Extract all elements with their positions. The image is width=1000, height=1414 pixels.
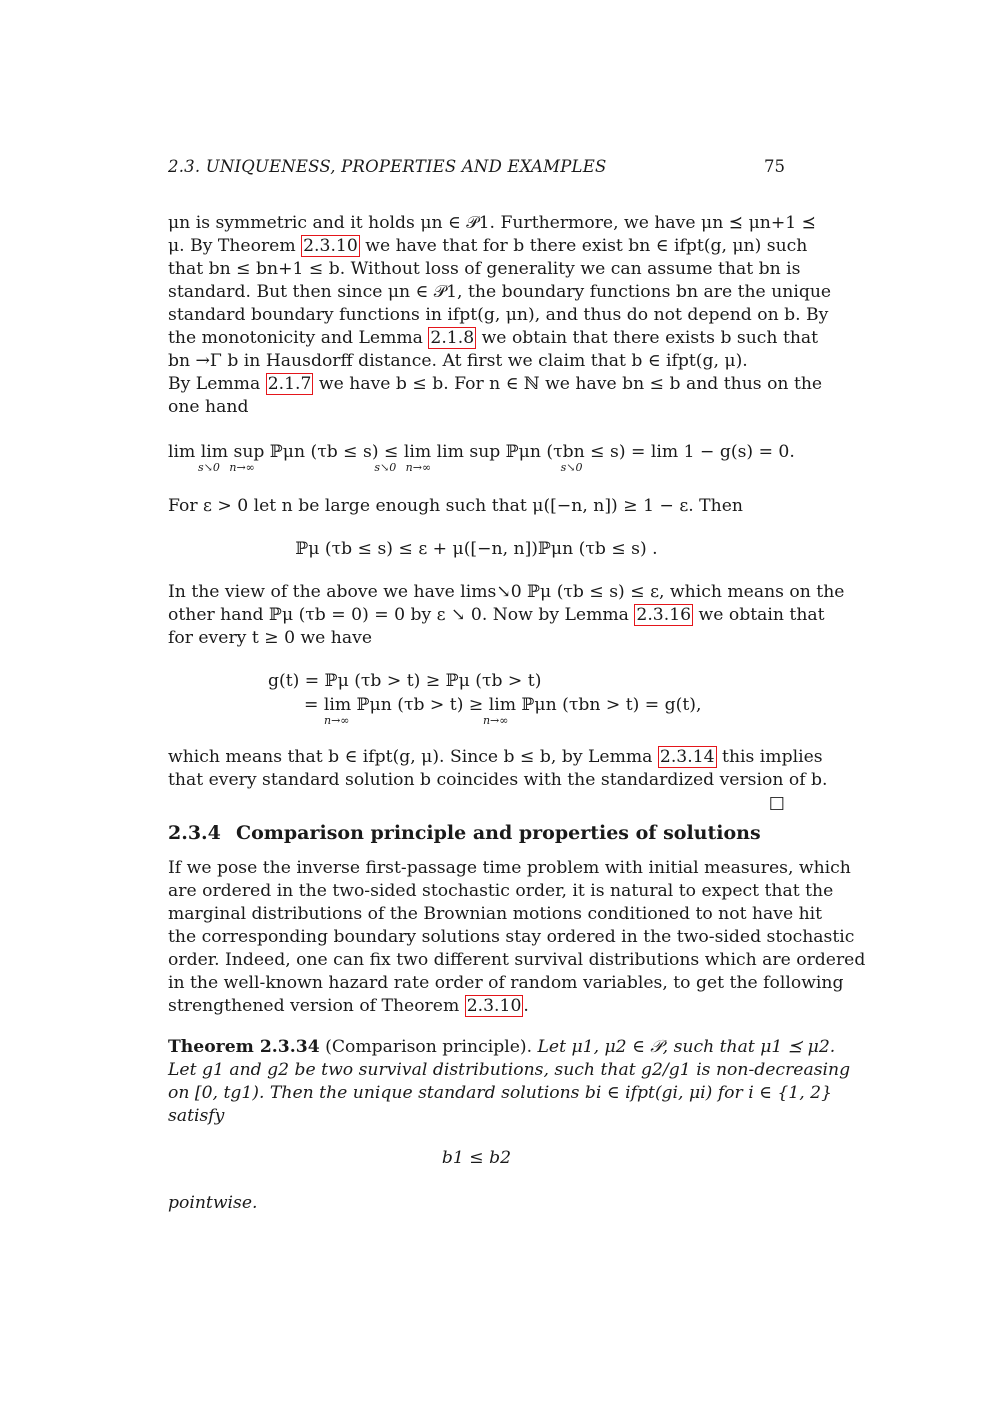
lemma-reference-link[interactable]: 2.1.7: [267, 374, 312, 394]
running-header: [168, 157, 785, 181]
text-line: that every standard solution b coincides with the standardized version of b. □: [168, 770, 828, 813]
paragraph-4: [168, 746, 828, 815]
text-line: on [0, tg1). Then the unique standard solutions bi ∈ ifpt(gi, μi) for i ∈ {1, 2}: [168, 1083, 833, 1103]
equation-limits: s↘0 n→∞ s↘0 n→∞ s↘0: [198, 461, 583, 474]
text-line: in the well-known hazard rate order of random variables, to get the following: [168, 973, 844, 993]
theorem-tail: [168, 1192, 785, 1215]
text-line: standard. But then since μn ∈ 𝒫1, the boundary functions bn are the unique: [168, 282, 832, 302]
text-line: are ordered in the two-sided stochastic order, it is natural to expect that the: [168, 881, 834, 901]
text-line: the monotonicity and Lemma 2.1.8 we obtain that there exists b such that: [168, 328, 819, 348]
text-line: Theorem 2.3.34 (Comparison principle). Let μ1, μ2 ∈ 𝒫, such that μ1 ⪯ μ2.: [168, 1037, 836, 1057]
qed-symbol: □: [768, 793, 785, 813]
display-equation-2: [168, 539, 785, 559]
lemma-reference-link[interactable]: 2.3.16: [636, 605, 692, 625]
display-equation-1: [168, 442, 795, 474]
theorem-name: (Comparison principle).: [325, 1037, 533, 1057]
text-line: one hand: [168, 397, 249, 417]
text-line: By Lemma 2.1.7 we have b ≤ b. For n ∈ ℕ we have bn ≤ b and thus on the: [168, 374, 823, 394]
equation-text: lim lim sup ℙμn (τb ≤ s) ≤ lim lim sup ℙμn (τbn ≤ s) = lim 1 − g(s) = 0.: [168, 442, 795, 462]
section-title: Comparison principle and properties of solutions: [236, 822, 761, 844]
page-number: 75: [764, 157, 785, 176]
text-line: pointwise.: [168, 1193, 258, 1213]
paragraph-5: [168, 857, 866, 1018]
text-line: μn is symmetric and it holds μn ∈ 𝒫1. Furthermore, we have μn ⪯ μn+1 ⪯: [168, 213, 817, 233]
text-line: bn →Γ b in Hausdorff distance. At first we claim that b ∈ ifpt(g, μ).: [168, 351, 748, 371]
theorem-block: [168, 1036, 851, 1128]
equation-line: g(t) = ℙμ (τb > t) ≥ ℙμ (τb > t): [268, 671, 542, 691]
theorem-label: Theorem 2.3.34: [168, 1037, 320, 1057]
text-line: If we pose the inverse first-passage time problem with initial measures, which: [168, 858, 851, 878]
theorem-reference-link[interactable]: 2.3.10: [466, 996, 522, 1016]
text-line: other hand ℙμ (τb = 0) = 0 by ε ↘ 0. Now by Lemma 2.3.16 we obtain that: [168, 605, 825, 625]
equation-limits: n→∞ n→∞: [324, 714, 509, 727]
text-line: In the view of the above we have lims↘0 ℙμ (τb ≤ s) ≤ ε, which means on the: [168, 582, 845, 602]
text-line: marginal distributions of the Brownian motions conditioned to not have hit: [168, 904, 823, 924]
text-line: the corresponding boundary solutions stay ordered in the two-sided stochastic: [168, 927, 855, 947]
paragraph-2: [168, 495, 785, 518]
text-line: that bn ≤ bn+1 ≤ b. Without loss of generality we can assume that bn is: [168, 259, 801, 279]
equation-text: ℙμ (τb ≤ s) ≤ ε + μ([−n, n])ℙμn (τb ≤ s) .: [295, 539, 658, 559]
lemma-reference-link[interactable]: 2.1.8: [430, 328, 475, 348]
text-line: for every t ≥ 0 we have: [168, 628, 373, 648]
lemma-reference-link[interactable]: 2.3.14: [659, 747, 715, 767]
equation-text: b1 ≤ b2: [441, 1148, 512, 1168]
equation-line: = lim ℙμn (τb > t) ≥ lim ℙμn (τbn > t) = g(t),: [304, 695, 702, 715]
text-line: which means that b ∈ ifpt(g, μ). Since b ≤ b, by Lemma 2.3.14 this implies: [168, 747, 823, 767]
text-line: Let g1 and g2 be two survival distributions, such that g2/g1 is non-decreasing: [168, 1060, 851, 1080]
section-number: 2.3.4: [168, 822, 221, 844]
paragraph-3: [168, 581, 845, 650]
text-line: strengthened version of Theorem 2.3.10 .: [168, 996, 529, 1016]
running-title: 2.3. UNIQUENESS, PROPERTIES AND EXAMPLES: [168, 157, 607, 176]
text-line: order. Indeed, one can fix two different survival distributions which are ordered: [168, 950, 866, 970]
text-line: μ. By Theorem 2.3.10 we have that for b there exist bn ∈ ifpt(g, μn) such: [168, 236, 808, 256]
text-line: satisfy: [168, 1106, 225, 1126]
theorem-reference-link[interactable]: 2.3.10: [303, 236, 358, 256]
display-equation-3: [268, 671, 785, 727]
theorem-equation: [168, 1148, 785, 1168]
section-heading: [168, 822, 785, 844]
text-line: For ε > 0 let n be large enough such that μ([−n, n]) ≥ 1 − ε. Then: [168, 496, 743, 516]
paragraph-1: [168, 212, 832, 419]
text-line: standard boundary functions in ifpt(g, μn), and thus do not depend on b. By: [168, 305, 829, 325]
